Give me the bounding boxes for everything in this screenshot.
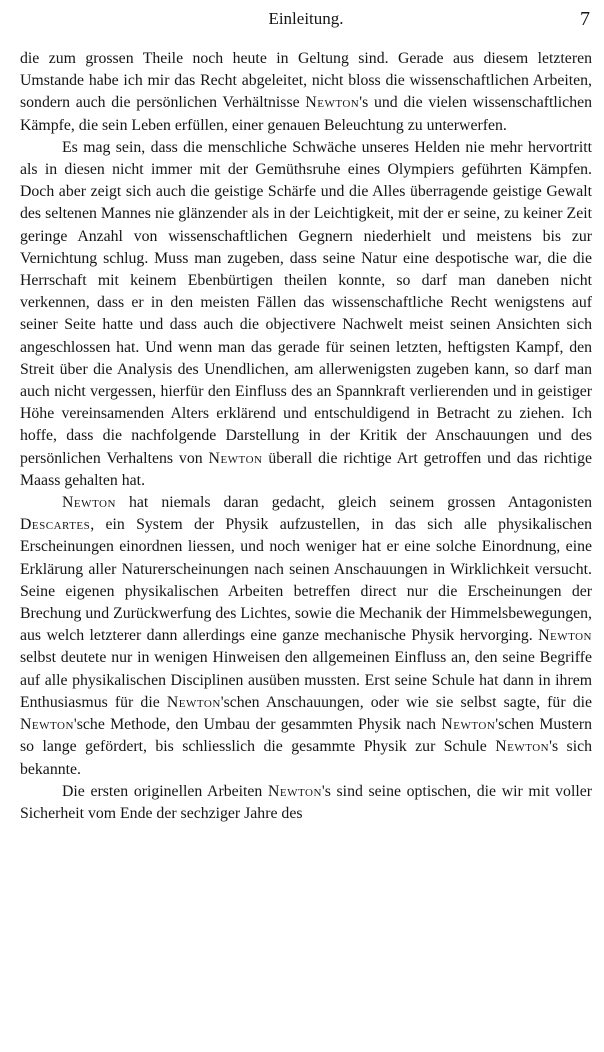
paragraph — [20, 48, 592, 137]
text-run: , ein System der Physik aufzustellen, in das sich alle physikalischen Erscheinungen einordnen liessen, und noch weniger hat er eine solche Einordnung, eine Erklärung aller Naturerscheinungen nach seinen Anschauungen in Wirklichkeit versucht. Seine eigenen physikalischen Arbeiten betreffen direct nur die Erscheinungen der Brechung und Zurückwerfung des Lichtes, sowie die Mechanik der Himmelsbewegungen, aus welch letzterer dann allerdings eine ganze mechanische Physik hervorging. — [20, 516, 592, 645]
running-title: Einleitung. — [268, 9, 344, 28]
text-run: 'schen Anschauungen, oder wie sie selbst sagte, für die — [220, 693, 593, 711]
name-newton: Newton — [166, 693, 221, 711]
text-run: 'sche Methode, den Umbau der gesammten Physik nach — [73, 716, 442, 734]
body-text — [20, 48, 592, 825]
text-run: 's sich bekannte. — [20, 738, 592, 778]
text-run: Es mag sein, dass die menschliche Schwäche unseres Helden nie mehr hervortritt als in diesen nicht immer mit der Gemüthsruhe eines Olympiers geführten Kämpfen. Doch aber zeigt sich auch die geistige Schärfe und die Alles überragende geistige Gewalt des seltenen Mannes nie glänzender als in der Leichtigkeit, mit der er seine, zu keiner Zeit geringe Anzahl von wissenschaftlichen Gegnern niederhielt und meistens bis zur Vernichtung schlug. Muss man zugeben, dass seine Natur eine despotische war, die die Herrschaft mit keinem Ebenbürtigen theilen konnte, so darf man daneben nicht verkennen, dass er in den meisten Fällen das wissenschaftliche Recht wenigstens auf seiner Seite hatte und dass auch die objectivere Nachwelt meist seinen Ansichten sich angeschlossen hat. Und wenn man das gerade für seinen letzten, heftigsten Kampf, den Streit über die Analysis des Unendlichen, am allerwenigsten zugeben kann, so darf man auch nicht vergessen, hierfür den Einfluss des an Spannkraft verlierenden und in geistiger Höhe vereinsamenden Alters erklärend und entschuldigend in Betracht zu ziehen. Ich hoffe, dass die nachfolgende Darstellung in der Kritik der Anschauungen und des persönlichen Verhaltens von — [20, 138, 592, 467]
paragraph — [20, 137, 592, 492]
page-number: 7 — [580, 8, 590, 30]
name-newton: Newton — [538, 627, 592, 645]
name-newton: Newton — [267, 782, 322, 800]
name-newton: Newton — [495, 738, 550, 756]
paragraph — [20, 492, 592, 781]
name-descartes: Descartes — [20, 516, 91, 534]
text-run: 's und die vielen wissenschaftlichen Kämpfe, die sein Leben erfüllen, einer genauen Beleuchtung zu unterwerfen. — [20, 94, 592, 134]
running-header — [20, 6, 592, 32]
name-newton: Newton — [441, 716, 496, 734]
name-newton: Newton — [62, 494, 116, 512]
text-run: die zum grossen Theile noch heute in Geltung sind. Gerade aus diesem letzteren Umstande habe ich mir das Recht abgeleitet, nicht bloss die wissenschaftlichen Arbeiten, sondern auch die persönlichen Verhältnisse — [20, 50, 592, 112]
text-run: 's sind seine optischen, die wir mit voller Sicherheit vom Ende der sechziger Jahre des — [20, 782, 592, 822]
text-run: Die ersten originellen Arbeiten — [62, 782, 268, 800]
name-newton: Newton — [208, 449, 263, 467]
text-run: überall die richtige Art getroffen und das richtige Maass gehalten hat. — [20, 449, 592, 489]
text-run: selbst deutete nur in wenigen Hinweisen den allgemeinen Einfluss an, den seine Begriffe auf alle physikalischen Disciplinen ausüben mussten. Erst seine Schule hat dann in ihrem Enthusiasmus für die — [20, 649, 592, 711]
name-newton: Newton — [305, 94, 360, 112]
text-run: 'schen Mustern so lange gefördert, bis schliesslich die gesammte Physik zur Schule — [20, 716, 592, 756]
paragraph — [20, 781, 592, 825]
name-newton: Newton — [20, 716, 74, 734]
text-run: hat niemals daran gedacht, gleich seinem grossen Antagonisten — [115, 494, 592, 512]
